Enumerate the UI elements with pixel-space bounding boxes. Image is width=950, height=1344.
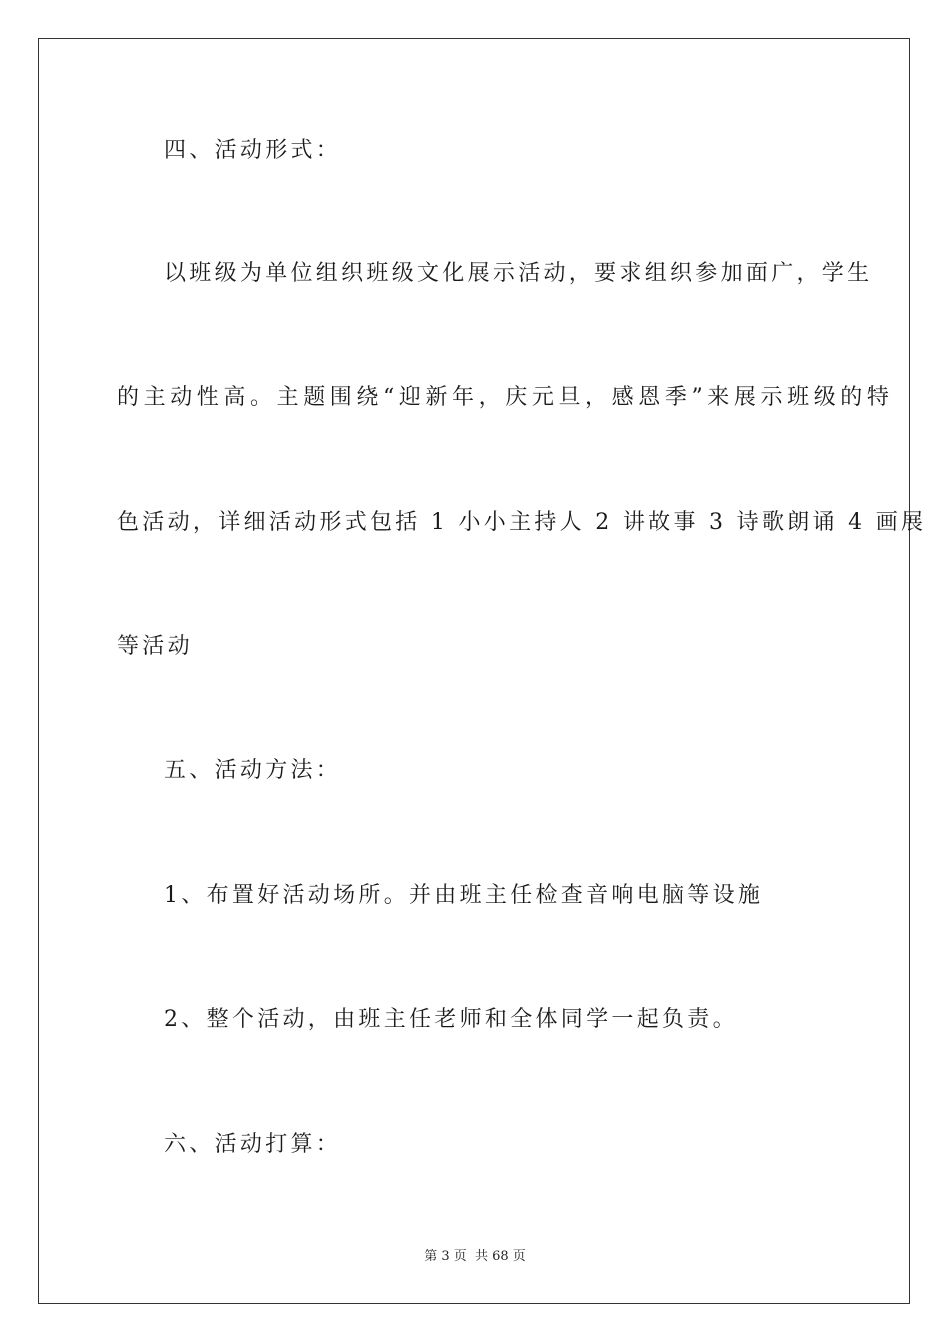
- total-pages: 共 68 页: [474, 1249, 526, 1264]
- page-number: 第 3 页: [424, 1249, 467, 1264]
- page-footer: [0, 1248, 950, 1266]
- section-heading-activity-method: 五、活动方法：: [164, 758, 342, 783]
- section-heading-activity-plan: 六、活动打算：: [164, 1132, 342, 1157]
- paragraph-line: 等活动: [117, 634, 193, 659]
- paragraph-line: 以班级为单位组织班级文化展示活动，要求组织参加面广，学生: [164, 261, 873, 286]
- list-item: 1、布置好活动场所。并由班主任检查音响电脑等设施: [164, 883, 764, 908]
- section-heading-activity-form: 四、活动形式：: [164, 138, 342, 163]
- paragraph-line: 色活动，详细活动形式包括 1 小小主持人 2 讲故事 3 诗歌朗诵 4 画展: [117, 510, 927, 535]
- page-border: [38, 38, 910, 1304]
- paragraph-line: 的主动性高。主题围绕“迎新年，庆元旦，感恩季”来展示班级的特: [117, 385, 894, 410]
- list-item: 2、整个活动，由班主任老师和全体同学一起负责。: [164, 1007, 738, 1032]
